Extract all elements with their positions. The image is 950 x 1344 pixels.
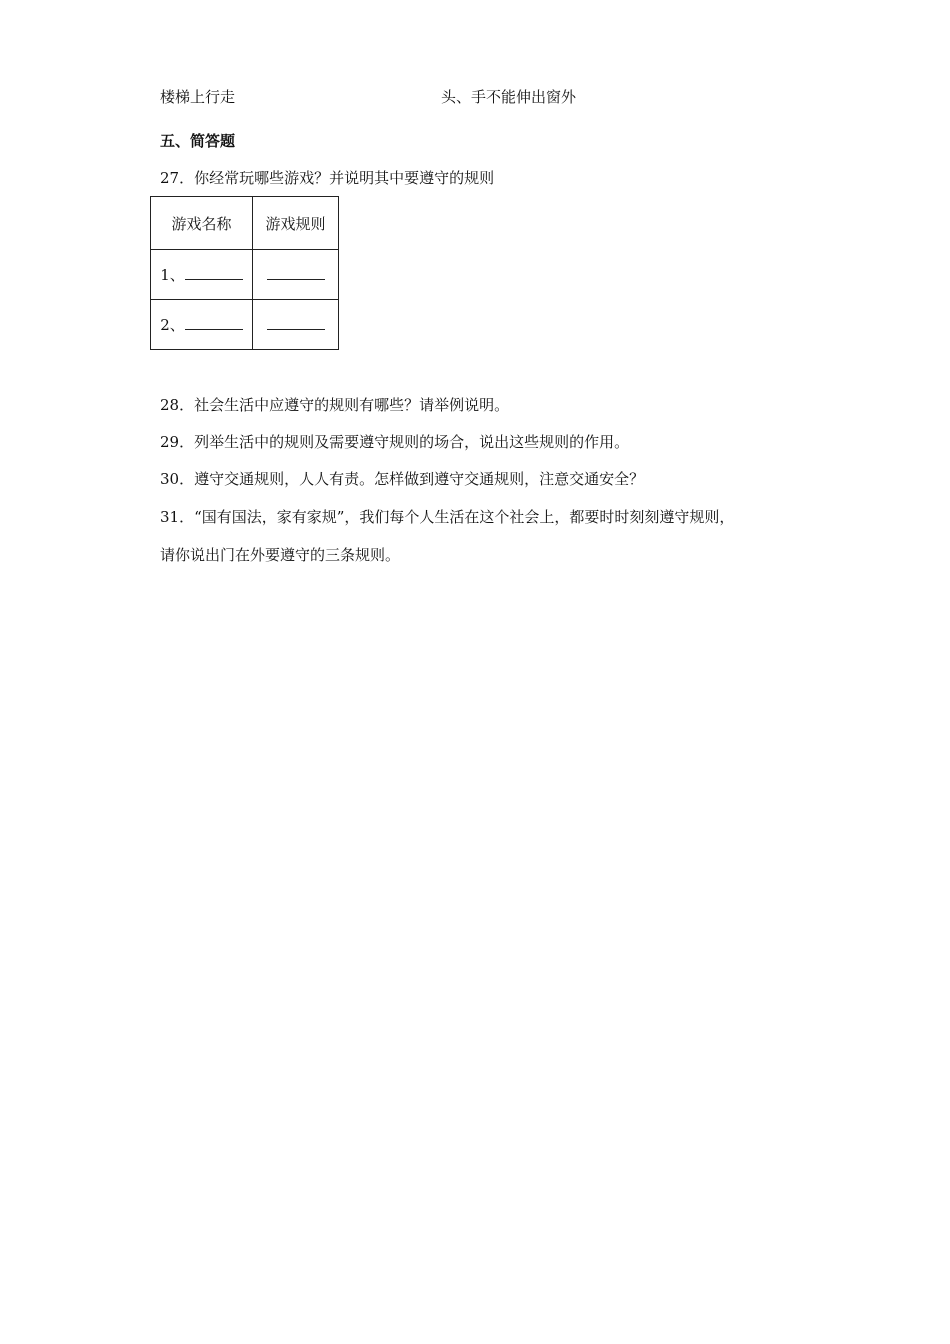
question-27: 27．你经常玩哪些游戏？并说明其中要遵守的规则	[160, 169, 495, 187]
answer-blank[interactable]	[267, 265, 325, 280]
answer-blank[interactable]	[267, 315, 325, 330]
header-game-rules: 游戏规则	[253, 197, 339, 250]
table-header-row	[151, 197, 339, 250]
header-game-name: 游戏名称	[151, 197, 253, 250]
section-title: 五、简答题	[160, 132, 236, 150]
question-31-line1: 31．“国有国法，家有家规”，我们每个人生活在这个社会上，都要时时刻刻遵守规则，	[160, 508, 735, 526]
table-row	[151, 300, 339, 350]
answer-blank[interactable]	[185, 265, 243, 280]
question-29: 29．列举生活中的规则及需要遵守规则的场合，说出这些规则的作用。	[160, 433, 630, 451]
answer-blank[interactable]	[185, 315, 243, 330]
prev-left-text: 楼梯上行走	[160, 88, 236, 106]
question-31-line2: 请你说出门在外要遵守的三条规则。	[160, 546, 401, 564]
answer-cell-rule-2	[253, 300, 339, 350]
answer-cell-name-1	[151, 250, 253, 300]
answer-cell-name-2	[151, 300, 253, 350]
row-number: 2、	[160, 316, 185, 334]
question-28: 28．社会生活中应遵守的规则有哪些？请举例说明。	[160, 396, 510, 414]
games-table	[150, 196, 339, 350]
question-30: 30．遵守交通规则，人人有责。怎样做到遵守交通规则，注意交通安全？	[160, 470, 645, 488]
row-number: 1、	[160, 266, 185, 284]
table-row	[151, 250, 339, 300]
answer-cell-rule-1	[253, 250, 339, 300]
prev-right-text: 头、手不能伸出窗外	[441, 88, 577, 106]
